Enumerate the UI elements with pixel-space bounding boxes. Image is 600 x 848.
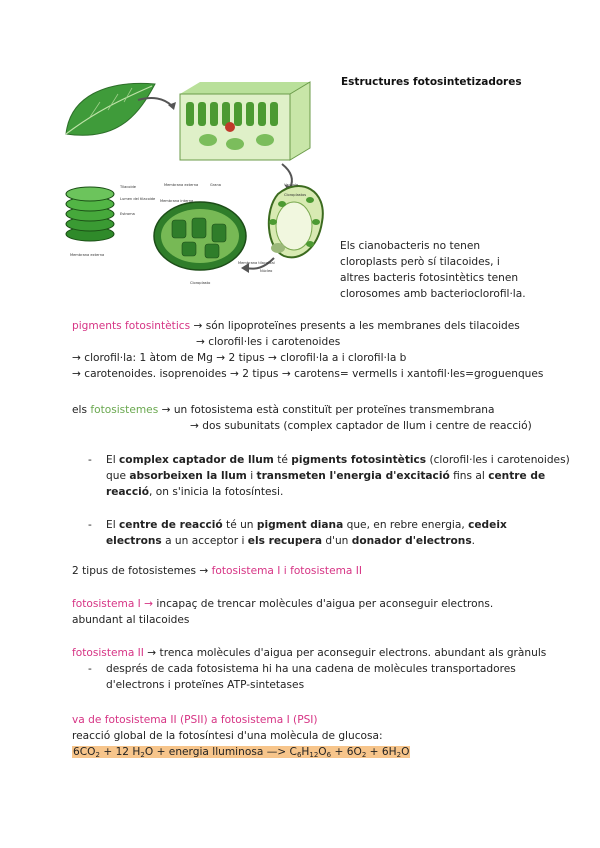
- eq-part: O: [318, 746, 327, 758]
- figure-label: Vacuola: [284, 183, 299, 187]
- fotosistemes-section: [72, 402, 532, 434]
- fs1-line: abundant al tilacoides: [72, 614, 190, 626]
- fs2-bullet-line: després de cada fotosistema hi ha una cadena de molècules transportadores: [106, 663, 516, 675]
- text-run: a un acceptor i: [161, 535, 248, 547]
- pigments-line: → són lipoproteïnes presents a les membranes dels tilacoides: [190, 320, 520, 332]
- eq-sub: 2: [140, 751, 145, 759]
- bullet-dash: -: [88, 454, 92, 466]
- eq-part: O + energia lluminosa —> C: [144, 746, 297, 758]
- grana-stack-drawing: [66, 187, 114, 241]
- page-title: Estructures fotosintetizadores: [341, 76, 522, 88]
- figure-label: Cloroplastos: [284, 193, 307, 197]
- figure-label: Membrana interna: [160, 199, 194, 203]
- intro-paragraph: [340, 238, 526, 302]
- bold-run: centre de reacció: [119, 519, 223, 531]
- fotosistemes-term: fotosistemes: [90, 404, 159, 416]
- tipus-term: fotosistema I i fotosistema II: [211, 565, 363, 577]
- bold-run: absorbeixen la llum: [129, 470, 247, 482]
- psii-psi-title: va de fotosistema II (PSII) a fotosistema I (PSI): [72, 714, 318, 726]
- eq-sub: 6: [326, 751, 332, 759]
- figure-label: Lumen del tilacoide: [120, 197, 156, 201]
- bold-run: els recupera: [247, 535, 322, 547]
- fotosistemes-prefix: els: [72, 404, 91, 416]
- eq-sub: 12: [309, 751, 319, 759]
- eq-sub: 2: [361, 751, 367, 759]
- eq-sub: 2: [396, 751, 402, 759]
- intro-line: clorosomes amb bacterioclorofil·la.: [340, 288, 526, 300]
- glucose-equation: [72, 744, 410, 763]
- bold-run: pigment diana: [256, 519, 344, 531]
- bold-run: pigments fotosintètics: [291, 454, 427, 466]
- fotosistema-1-section: [72, 596, 493, 628]
- eq-part: + 6H: [366, 746, 397, 758]
- eq-part: + 12 H: [99, 746, 141, 758]
- eq-sub: 6: [296, 751, 302, 759]
- figure-label: Estroma: [120, 212, 135, 216]
- fs1-term: fotosistema I →: [72, 598, 154, 610]
- text-run: té un: [222, 519, 257, 531]
- bold-run: transmeten l'energia d'excitació: [256, 470, 450, 482]
- text-run: (clorofil·les i carotenoides): [426, 454, 570, 466]
- psii-psi-section: [72, 712, 410, 763]
- pigments-line: → clorofil·la: 1 àtom de Mg → 2 tipus → clorofil·la a i clorofil·la b: [72, 352, 407, 364]
- bullet-complex-captador: [88, 452, 570, 500]
- figure-label: Cloroplasto: [190, 281, 211, 285]
- figure-label: Membrana externa: [70, 253, 105, 257]
- leaf-drawing: [66, 83, 155, 135]
- pigments-line: → carotenoides. isoprenoides → 2 tipus → carotens= vermells i xantofil·les=groguenques: [72, 368, 544, 380]
- text-run: .: [471, 535, 476, 547]
- fs2-line: → trenca molècules d'aigua per aconseguir electrons. abundant als grànuls: [143, 647, 547, 659]
- chloroplast-drawing: [154, 202, 246, 270]
- text-run: d'un: [321, 535, 352, 547]
- tipus-fotosistemes: [72, 563, 362, 579]
- text-run: que: [106, 470, 130, 482]
- bold-run: complex captador de llum: [119, 454, 274, 466]
- fs2-term: fotosistema II: [72, 647, 144, 659]
- text-run: El: [106, 519, 120, 531]
- eq-part: + 6O: [331, 746, 362, 758]
- bullet-dash: -: [88, 519, 92, 531]
- fs1-line: incapaç de trencar molècules d'aigua per aconseguir electrons.: [153, 598, 494, 610]
- text-run: i: [246, 470, 257, 482]
- photosynthesis-illustration: [60, 72, 330, 294]
- pigments-section: [72, 318, 543, 382]
- pigments-line: → clorofil·les i carotenoides: [196, 336, 341, 348]
- bullet-centre-reaccio: [88, 517, 507, 549]
- eq-part: H: [301, 746, 310, 758]
- text-run: que, en rebre energia,: [343, 519, 469, 531]
- tipus-prefix: 2 tipus de fotosistemes →: [72, 565, 212, 577]
- eq-part: 6CO: [73, 746, 96, 758]
- fs2-bullet-line: d'electrons i proteïnes ATP-sintetases: [106, 679, 305, 691]
- figure-label: Grana: [210, 183, 221, 187]
- leaf-to-chloroplast-diagram: [60, 72, 330, 294]
- text-run: fins al: [449, 470, 489, 482]
- fotosistemes-line: → un fotosistema està constituït per proteïnes transmembrana: [158, 404, 495, 416]
- text-run: té: [273, 454, 292, 466]
- intro-line: cloroplasts però sí tilacoides, i: [340, 256, 500, 268]
- equation-highlight: [72, 746, 410, 758]
- intro-line: Els cianobacteris no tenen: [340, 240, 481, 252]
- figure-label: Membrana externa: [164, 183, 199, 187]
- figure-label: Membrana tilacoïdal: [238, 261, 275, 265]
- pigments-term: pigments fotosintètics: [72, 320, 191, 332]
- fotosistemes-line: → dos subunitats (complex captador de llum i centre de reacció): [190, 420, 532, 432]
- intro-line: altres bacteris fotosintètics tenen: [340, 272, 519, 284]
- bullet-dash: -: [88, 663, 92, 675]
- text-run: , on s'inicia la fotosíntesi.: [149, 486, 284, 498]
- bold-run: donador d'electrons: [351, 535, 472, 547]
- leaf-tissue-block: [180, 82, 310, 160]
- eq-part: O: [401, 746, 410, 758]
- bold-run: reacció: [106, 486, 150, 498]
- eq-sub: 2: [95, 751, 100, 759]
- figure-label: Núcleo: [260, 269, 273, 273]
- bold-run: electrons: [106, 535, 162, 547]
- reaction-description: reacció global de la fotosíntesi d'una molècula de glucosa:: [72, 730, 383, 742]
- bold-run: centre de: [488, 470, 546, 482]
- text-run: El: [106, 454, 120, 466]
- bold-run: cedeix: [468, 519, 507, 531]
- figure-label: Tilacoide: [120, 185, 136, 189]
- fotosistema-2-section: [72, 645, 546, 693]
